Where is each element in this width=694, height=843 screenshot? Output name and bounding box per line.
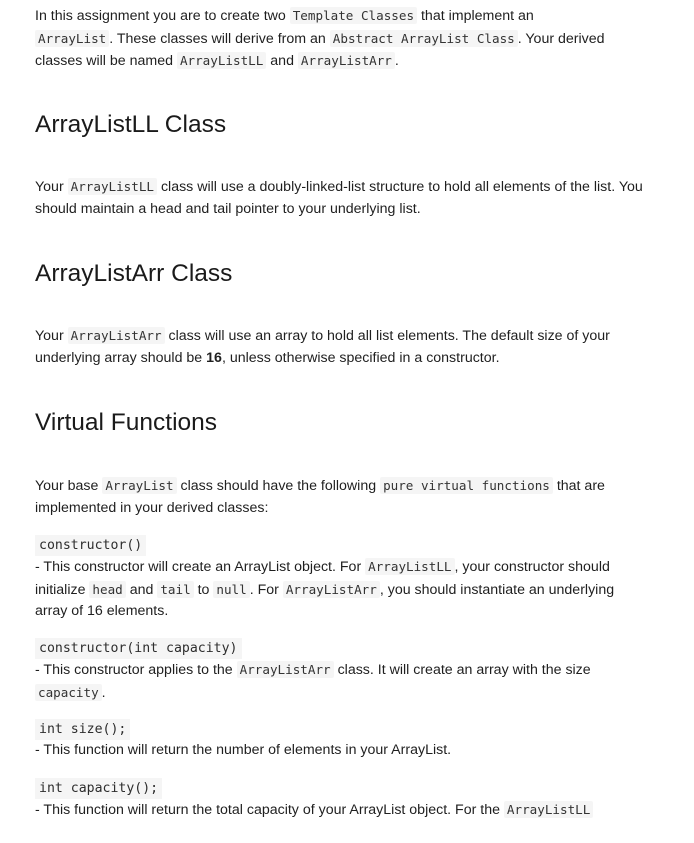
inline-code: ArrayList — [35, 30, 109, 47]
arraylistll-paragraph: Your ArrayListLL class will use a doubly-linked-list structure to hold all elements of the list. You should maintain a head and tail pointer to your underlying list. — [35, 179, 643, 217]
inline-code: ArrayListLL — [504, 801, 593, 818]
inline-code: ArrayListArr — [298, 52, 395, 69]
arraylistarr-paragraph: Your ArrayListArr class will use an array to hold all list elements. The default size of your underlying array should be 16, unless otherwise specified in a constructor. — [35, 328, 610, 366]
function-constructor — [35, 535, 645, 623]
function-signature: int capacity(); — [35, 778, 162, 799]
inline-code: ArrayListArr — [283, 581, 380, 598]
function-capacity — [35, 778, 645, 822]
inline-code: ArrayListArr — [237, 661, 334, 678]
inline-code: pure virtual functions — [380, 477, 553, 494]
function-description: - This constructor will create an ArrayList object. For ArrayListLL , your constructor should initialize head and tail to null . For ArrayListArr , you should instantiate an underlying array of 16 elements. — [35, 559, 615, 619]
function-signature: int size(); — [35, 719, 130, 740]
inline-code: ArrayListArr — [68, 327, 165, 344]
inline-code: ArrayListLL — [68, 178, 157, 195]
inline-code: tail — [157, 581, 193, 598]
inline-code: Template Classes — [290, 7, 417, 24]
function-size — [35, 719, 645, 762]
function-constructor-capacity — [35, 638, 645, 704]
function-description: - This function will return the number of elements in your ArrayList. — [35, 742, 452, 758]
function-signature: constructor(int capacity) — [35, 638, 242, 659]
function-description: - This function will return the total capacity of your ArrayList object. For the ArrayListLL — [35, 799, 645, 822]
inline-code: ArrayListLL — [177, 52, 266, 69]
function-description: - This constructor applies to the ArrayListArr class. It will create an array with the size capacity . — [35, 662, 591, 701]
inline-code: Abstract ArrayList Class — [330, 30, 518, 47]
intro-paragraph: In this assignment you are to create two Template Classes that implement an ArrayList . These classes will derive from an Abstract ArrayList Class . Your derived classes will be named ArrayListLL and ArrayListArr . — [35, 8, 605, 69]
inline-code: ArrayList — [102, 477, 176, 494]
inline-code: head — [89, 581, 125, 598]
inline-code: null — [213, 581, 249, 598]
inline-code: ArrayListLL — [365, 558, 454, 575]
heading-arraylistarr: ArrayListArr Class — [35, 260, 233, 287]
heading-arraylistll: ArrayListLL Class — [35, 111, 227, 138]
inline-code: capacity — [35, 684, 102, 701]
function-signature: constructor() — [35, 535, 146, 556]
virtual-functions-paragraph: Your base ArrayList class should have the following pure virtual functions that are implemented in your derived classes: — [35, 478, 605, 516]
heading-virtual-functions: Virtual Functions — [35, 409, 218, 436]
